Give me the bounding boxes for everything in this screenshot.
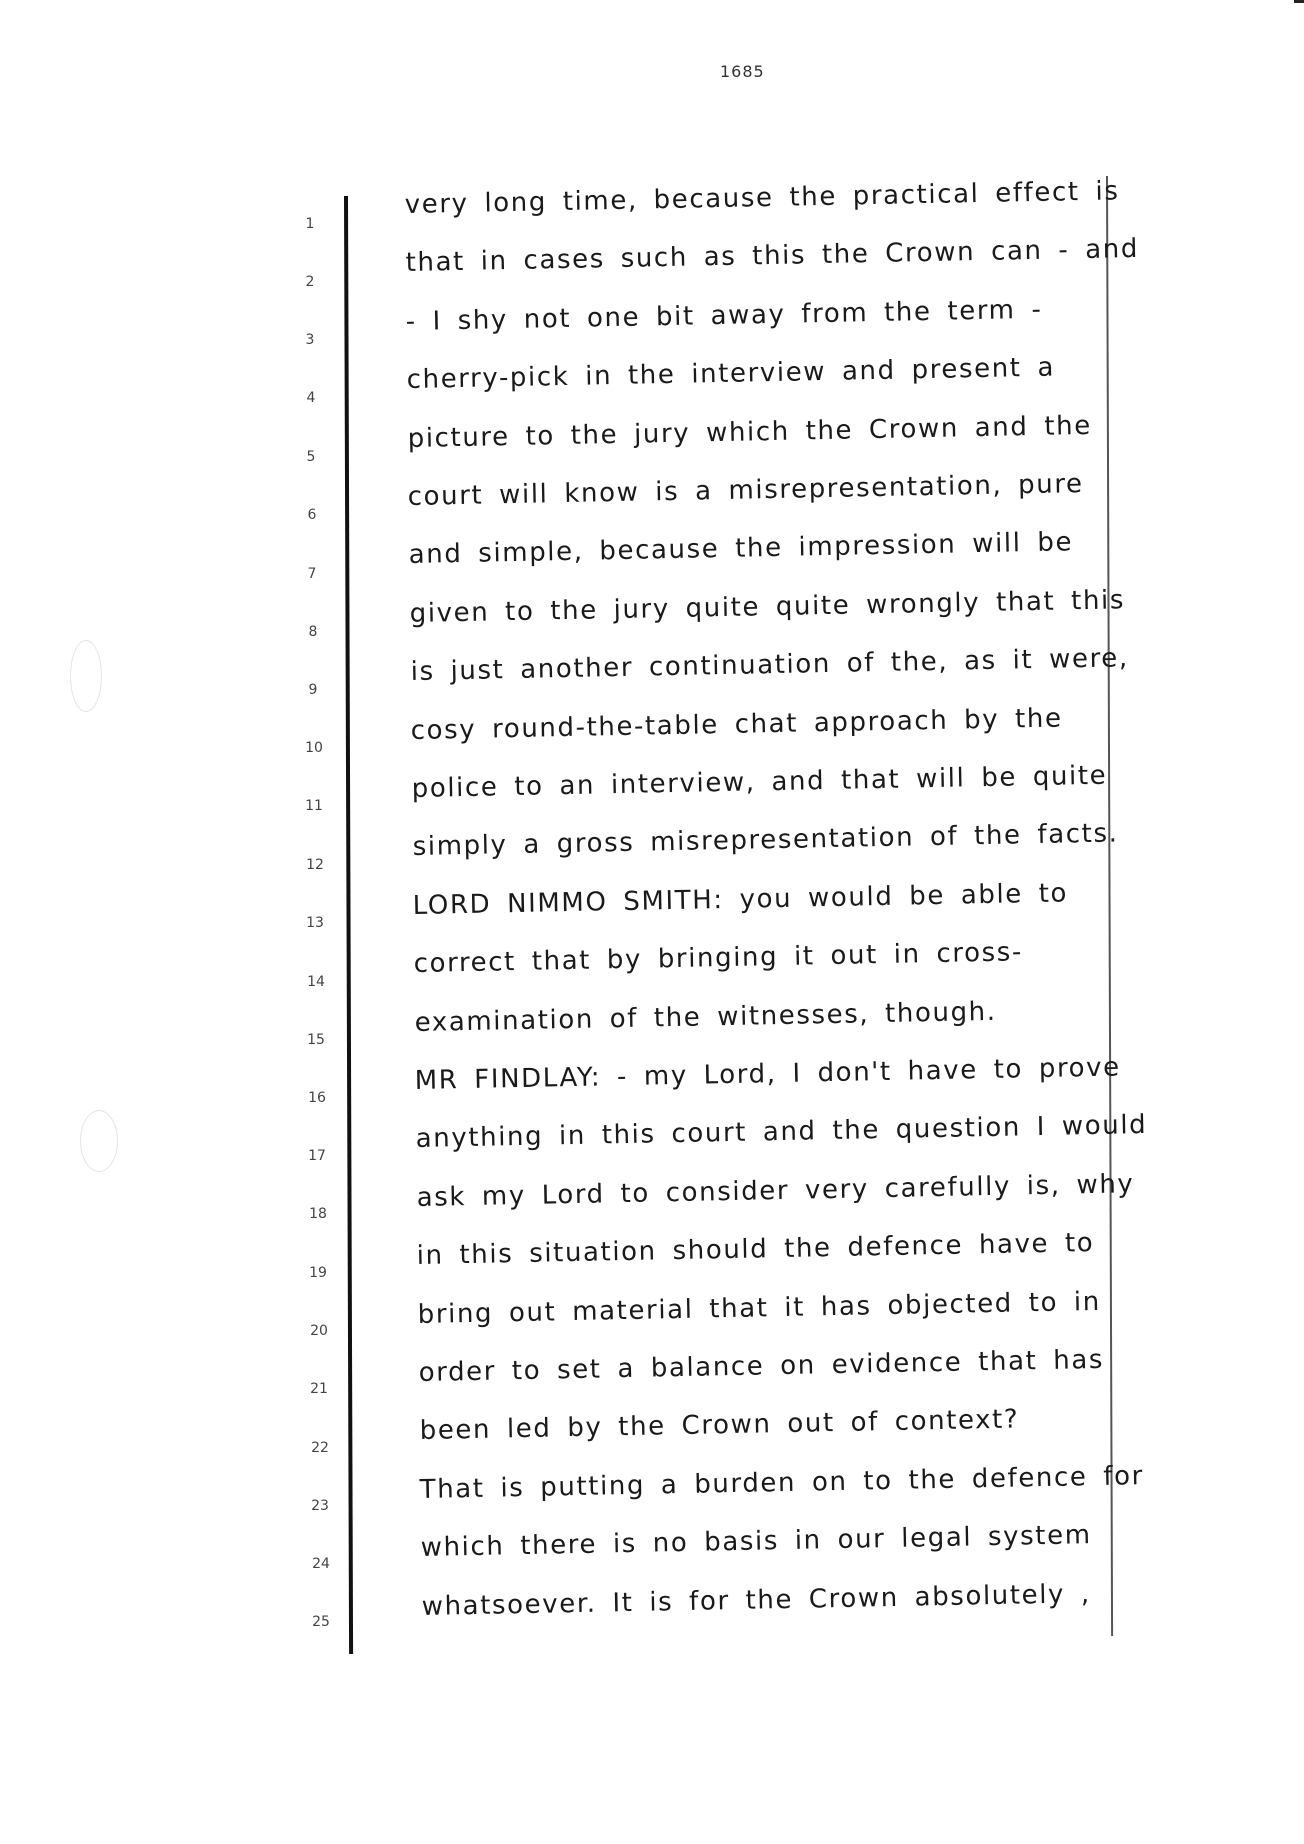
line-number: 21 <box>310 1381 328 1397</box>
transcript-line: that in cases such as this the Crown can - and <box>405 233 1140 278</box>
transcript-line: court will know is a misrepresentation, pure <box>407 469 1084 512</box>
transcript-line: MR FINDLAY: - my Lord, I don't have to prove <box>414 1052 1122 1096</box>
line-number: 10 <box>305 740 323 756</box>
transcript-line: cherry-pick in the interview and present a <box>406 352 1056 395</box>
line-number: 2 <box>305 274 315 290</box>
transcript-line: correct that by bringing it out in cross- <box>413 937 1024 979</box>
transcript-line: given to the jury quite quite wrongly that this <box>409 585 1126 629</box>
transcript-line: bring out material that it has objected to in <box>417 1286 1102 1330</box>
line-number: 3 <box>305 332 315 348</box>
line-number: 14 <box>307 974 325 990</box>
transcript-line: in this situation should the defence have to <box>416 1227 1095 1271</box>
line-number: 15 <box>307 1032 325 1048</box>
line-number: 13 <box>306 915 324 931</box>
corner-mark <box>1294 0 1304 3</box>
transcript-line: been led by the Crown out of context? <box>419 1404 1020 1446</box>
line-number: 1 <box>305 216 315 232</box>
line-number: 5 <box>306 449 316 465</box>
transcript-line: order to set a balance on evidence that has <box>418 1344 1105 1388</box>
transcript-line: is just another continuation of the, as it were, <box>410 643 1130 687</box>
line-number: 24 <box>312 1556 330 1572</box>
transcript-line: which there is no basis in our legal system <box>420 1520 1092 1563</box>
transcript-line: ask my Lord to consider very carefully is, why <box>416 1169 1135 1213</box>
line-number: 23 <box>311 1498 329 1514</box>
line-number: 9 <box>308 682 318 698</box>
transcript-line: whatsoever. It is for the Crown absolutely , <box>421 1579 1092 1622</box>
transcript-line: That is putting a burden on to the defence for <box>419 1461 1145 1505</box>
transcript-line: LORD NIMMO SMITH: you would be able to <box>412 878 1069 921</box>
line-number: 12 <box>306 857 324 873</box>
line-number: 4 <box>306 390 316 406</box>
transcript-line: anything in this court and the question I would <box>415 1109 1148 1154</box>
transcript-line: cosy round-the-table chat approach by the <box>410 703 1063 746</box>
transcript-line: and simple, because the impression will be <box>408 527 1074 570</box>
line-number: 11 <box>305 798 323 814</box>
right-margin-rule <box>1106 176 1113 1636</box>
scan-smudge <box>70 640 102 712</box>
transcript-line: police to an interview, and that will be quite <box>411 760 1108 804</box>
scan-smudge <box>80 1110 118 1172</box>
line-number: 20 <box>310 1323 328 1339</box>
transcript-line: - I shy not one bit away from the term - <box>405 294 1043 337</box>
transcript-line: examination of the witnesses, though. <box>414 996 997 1038</box>
line-number: 8 <box>308 624 318 640</box>
transcript-line: very long time, because the practical effect is <box>404 176 1120 220</box>
left-margin-rule <box>344 196 353 1654</box>
line-number: 6 <box>307 507 317 523</box>
line-number: 25 <box>312 1614 330 1630</box>
line-number: 17 <box>308 1148 326 1164</box>
line-number: 22 <box>311 1440 329 1456</box>
transcript-line: simply a gross misrepresentation of the facts. <box>412 818 1119 862</box>
line-number: 19 <box>309 1265 327 1281</box>
line-number: 7 <box>307 566 317 582</box>
page-number: 1685 <box>720 62 765 81</box>
line-number: 18 <box>309 1206 327 1222</box>
line-number: 16 <box>308 1090 326 1106</box>
transcript-line: picture to the jury which the Crown and the <box>407 410 1093 454</box>
